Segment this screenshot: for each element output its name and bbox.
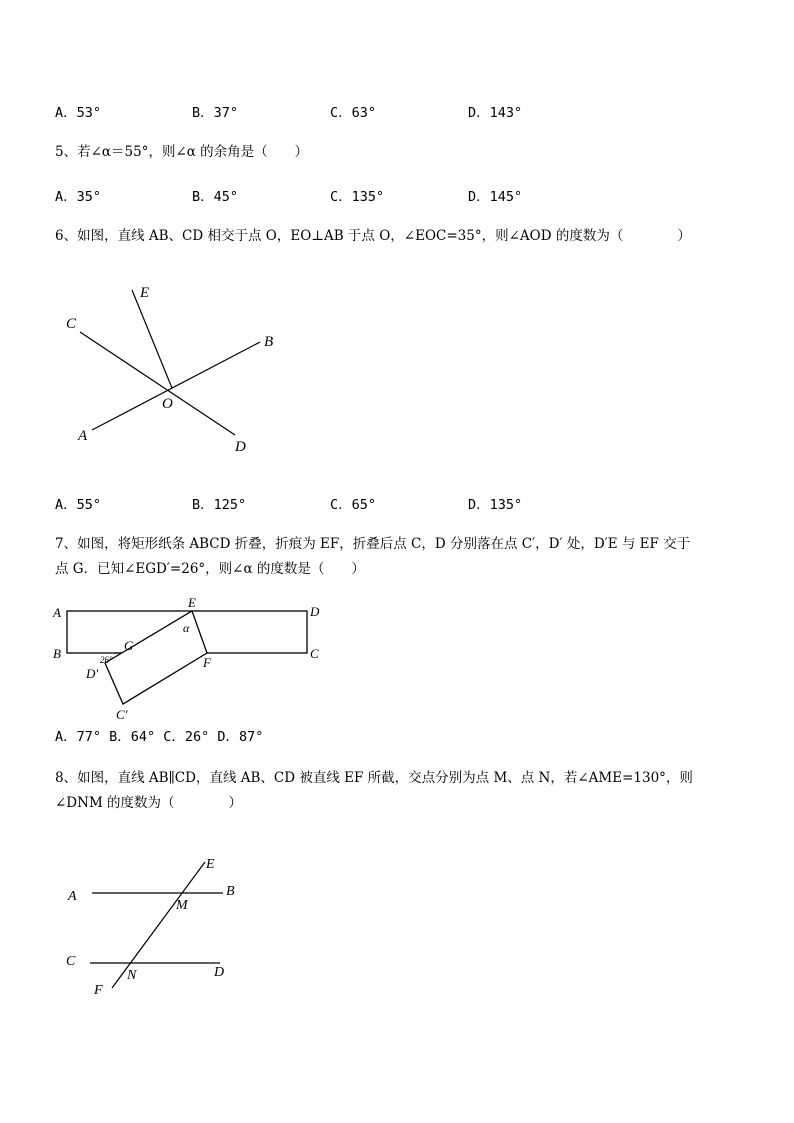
q7-stem-line2: 点 G．已知∠EGD′=26°，则∠α 的度数是（ ） bbox=[55, 561, 365, 577]
q4-option-b: B．37° bbox=[192, 105, 239, 121]
q6-line-cd bbox=[80, 332, 235, 435]
q7-label-g: G bbox=[124, 638, 134, 653]
q8-stem-line1: 8、如图，直线 AB∥CD，直线 AB、CD 被直线 EF 所截，交点分别为点 M、点 N，若∠AME=130°，则 bbox=[55, 770, 693, 786]
q8-label-a: A bbox=[68, 889, 77, 904]
q7-label-b: B bbox=[53, 646, 61, 661]
q5-option-a: A．35° bbox=[55, 189, 102, 205]
q7-label-d-prime: D′ bbox=[86, 666, 99, 681]
q8-stem-line2: ∠DNM 的度数为（ ） bbox=[55, 795, 243, 811]
q7-label-c-prime: C′ bbox=[116, 707, 128, 722]
q6-stem: 6、如图，直线 AB、CD 相交于点 O，EO⊥AB 于点 O，∠EOC=35°，则∠AOD 的度数为（ ） bbox=[55, 228, 691, 244]
q6-label-a: A bbox=[78, 428, 88, 444]
q4-option-c: C．63° bbox=[330, 105, 377, 121]
q8-label-d: D bbox=[214, 965, 225, 980]
q6-line-ab bbox=[92, 342, 260, 430]
q6-label-c: C bbox=[66, 316, 77, 332]
q8-label-b: B bbox=[226, 884, 235, 899]
q7-label-d: D bbox=[310, 604, 320, 619]
q7-figure bbox=[50, 592, 340, 727]
q6-option-c: C．65° bbox=[330, 497, 377, 513]
q8-label-n: N bbox=[127, 968, 137, 983]
q7-label-a: A bbox=[53, 605, 61, 620]
q6-line-eo bbox=[132, 290, 172, 388]
q7-label-c: C bbox=[310, 646, 319, 661]
q7-options: A．77° B．64° C．26° D．87° bbox=[55, 729, 264, 745]
q6-option-a: A．55° bbox=[55, 497, 102, 513]
q5-option-c: C．135° bbox=[330, 189, 385, 205]
q5-option-b: B．45° bbox=[192, 189, 239, 205]
q6-option-d: D．135° bbox=[468, 497, 523, 513]
q4-option-a: A．53° bbox=[55, 105, 102, 121]
q8-label-e: E bbox=[206, 857, 215, 872]
q7-label-angle: 26° bbox=[100, 655, 113, 665]
q7-label-f: F bbox=[203, 655, 211, 670]
q8-line-ef bbox=[112, 862, 205, 988]
q6-label-d: D bbox=[235, 439, 246, 455]
q8-label-f: F bbox=[94, 983, 103, 998]
q6-label-o: O bbox=[162, 396, 173, 412]
q4-option-d: D．143° bbox=[468, 105, 523, 121]
q7-label-e: E bbox=[188, 595, 196, 610]
q5-option-d: D．145° bbox=[468, 189, 523, 205]
q6-option-b: B．125° bbox=[192, 497, 247, 513]
q6-figure bbox=[60, 280, 290, 460]
q6-label-b: B bbox=[264, 334, 274, 350]
q8-figure bbox=[60, 850, 250, 1000]
q5-stem: 5、若∠α＝55°，则∠α 的余角是（ ） bbox=[55, 144, 309, 160]
q7-folded-strip bbox=[105, 611, 207, 704]
q6-label-e: E bbox=[140, 285, 150, 301]
q7-stem-line1: 7、如图，将矩形纸条 ABCD 折叠，折痕为 EF，折叠后点 C，D 分别落在点 C′，D′ 处，D′E 与 EF 交于 bbox=[55, 536, 691, 552]
q7-label-alpha: α bbox=[183, 621, 190, 635]
q8-label-c: C bbox=[66, 954, 76, 969]
q8-label-m: M bbox=[176, 898, 188, 913]
